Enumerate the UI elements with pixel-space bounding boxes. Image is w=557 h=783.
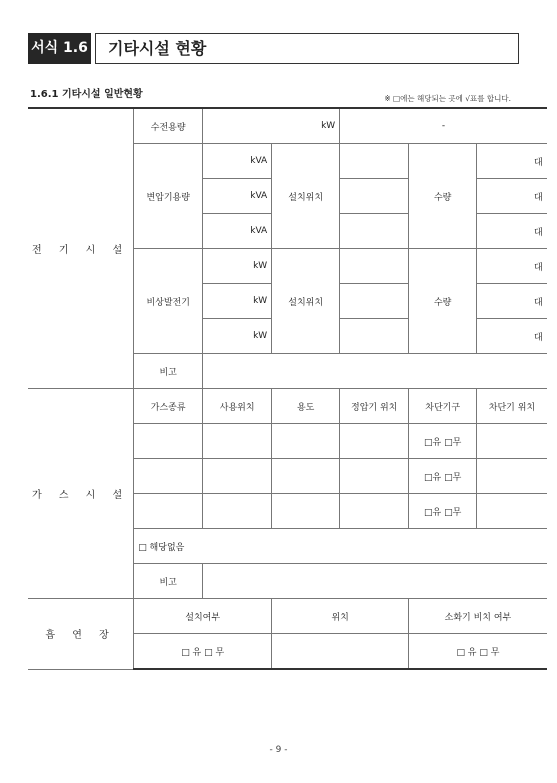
gas-header: 용도 xyxy=(272,389,340,424)
smoking-header: 소화기 비치 여부 xyxy=(409,599,547,634)
gas-header: 차단기구 xyxy=(409,389,477,424)
table-row xyxy=(28,108,547,144)
gas-note-cell[interactable] xyxy=(203,564,547,599)
transformer-qty-cell[interactable]: 대 xyxy=(477,144,547,179)
smoking-header: 설치여부 xyxy=(134,599,272,634)
table-row xyxy=(28,389,547,424)
gas-input-cell[interactable] xyxy=(134,424,203,459)
electric-note-label: 비고 xyxy=(134,354,203,389)
capacity-value-cell[interactable]: kW xyxy=(203,108,340,144)
capacity-label: 수전용량 xyxy=(134,108,203,144)
gas-header: 사용위치 xyxy=(203,389,272,424)
transformer-location-cell[interactable] xyxy=(340,214,409,249)
shutoff-checkbox-cell[interactable]: □유 □무 xyxy=(409,459,477,494)
gas-input-cell[interactable] xyxy=(477,424,547,459)
gas-note-label: 비고 xyxy=(134,564,203,599)
gas-input-cell[interactable] xyxy=(272,459,340,494)
gas-input-cell[interactable] xyxy=(272,424,340,459)
generator-capacity-cell[interactable]: kW xyxy=(203,319,272,354)
generator-capacity-cell[interactable]: kW xyxy=(203,284,272,319)
smoking-location-cell[interactable] xyxy=(272,634,409,670)
transformer-qty-cell[interactable]: 대 xyxy=(477,179,547,214)
gas-header: 정압기 위치 xyxy=(340,389,409,424)
generator-qty-label: 수량 xyxy=(409,249,477,354)
transformer-capacity-cell[interactable]: kVA xyxy=(203,214,272,249)
gas-input-cell[interactable] xyxy=(272,494,340,529)
gas-input-cell[interactable] xyxy=(203,494,272,529)
gas-input-cell[interactable] xyxy=(340,494,409,529)
generator-capacity-cell[interactable]: kW xyxy=(203,249,272,284)
transformer-qty-cell[interactable]: 대 xyxy=(477,214,547,249)
gas-input-cell[interactable] xyxy=(340,459,409,494)
page-title: 기타시설 현황 xyxy=(95,33,519,64)
table-row xyxy=(28,599,547,634)
gas-input-cell[interactable] xyxy=(134,459,203,494)
capacity-dash-cell: - xyxy=(340,108,547,144)
smoking-installed-checkbox[interactable]: □ 유 □ 무 xyxy=(134,634,272,670)
generator-location-cell[interactable] xyxy=(340,249,409,284)
transformer-capacity-cell[interactable]: kVA xyxy=(203,144,272,179)
gas-header: 가스종류 xyxy=(134,389,203,424)
smoking-section-label: 흡 연 장 xyxy=(28,599,134,670)
page-number: - 9 - xyxy=(269,745,288,755)
generator-qty-cell[interactable]: 대 xyxy=(477,319,547,354)
gas-input-cell[interactable] xyxy=(340,424,409,459)
gas-input-cell[interactable] xyxy=(477,494,547,529)
generator-qty-cell[interactable]: 대 xyxy=(477,249,547,284)
gas-section-label: 가 스 시 설 xyxy=(28,389,134,599)
smoking-header: 위치 xyxy=(272,599,409,634)
transformer-location-cell[interactable] xyxy=(340,179,409,214)
electric-section-label: 전 기 시 설 xyxy=(28,108,134,389)
gas-input-cell[interactable] xyxy=(203,424,272,459)
form-number-tag: 서식 1.6 xyxy=(28,33,91,64)
gas-input-cell[interactable] xyxy=(477,459,547,494)
gas-none-checkbox[interactable]: □ 해당없음 xyxy=(134,529,547,564)
transformer-qty-label: 수량 xyxy=(409,144,477,249)
extinguisher-checkbox[interactable]: □ 유 □ 무 xyxy=(409,634,547,670)
electric-note-cell[interactable] xyxy=(203,354,547,389)
generator-location-cell[interactable] xyxy=(340,284,409,319)
generator-location-cell[interactable] xyxy=(340,319,409,354)
transformer-location-cell[interactable] xyxy=(340,144,409,179)
facility-table xyxy=(28,107,547,670)
generator-label: 비상발전기 xyxy=(134,249,203,354)
generator-install-label: 설치위치 xyxy=(272,249,340,354)
transformer-capacity-cell[interactable]: kVA xyxy=(203,179,272,214)
gas-input-cell[interactable] xyxy=(203,459,272,494)
transformer-install-label: 설치위치 xyxy=(272,144,340,249)
gas-input-cell[interactable] xyxy=(134,494,203,529)
instruction-note: ※ □에는 해당되는 곳에 √표를 합니다. xyxy=(384,94,511,103)
gas-header: 차단기 위치 xyxy=(477,389,547,424)
generator-qty-cell[interactable]: 대 xyxy=(477,284,547,319)
transformer-label: 변압기용량 xyxy=(134,144,203,249)
shutoff-checkbox-cell[interactable]: □유 □무 xyxy=(409,424,477,459)
form-header xyxy=(28,33,507,64)
shutoff-checkbox-cell[interactable]: □유 □무 xyxy=(409,494,477,529)
section-subtitle: 1.6.1 기타시설 일반현황 xyxy=(30,89,143,100)
